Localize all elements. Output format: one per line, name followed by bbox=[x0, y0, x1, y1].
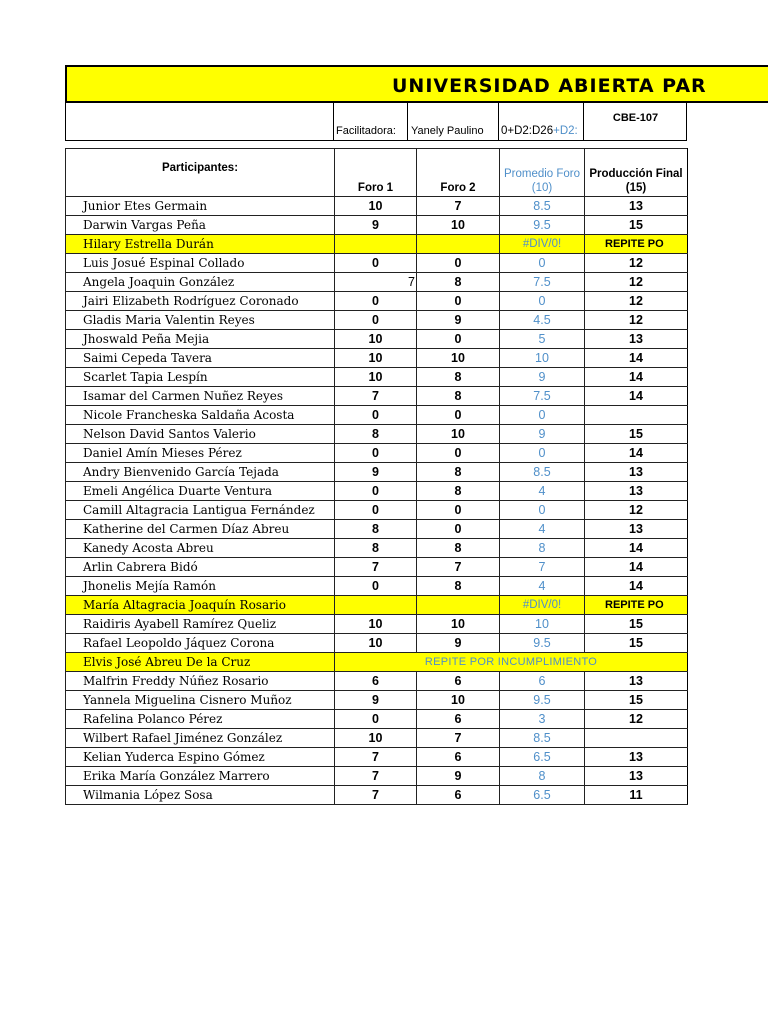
participant-name-cell[interactable]: Erika María González Marrero bbox=[66, 767, 335, 786]
grades-table bbox=[65, 148, 688, 805]
participant-name-cell[interactable]: Junior Etes Germain bbox=[66, 197, 335, 216]
foro2-cell[interactable]: 10 bbox=[417, 349, 500, 368]
promedio-cell[interactable]: 9.5 bbox=[500, 634, 585, 653]
produccion-cell[interactable]: 12 bbox=[585, 710, 688, 729]
table-row bbox=[66, 330, 688, 349]
foro2-cell[interactable]: 0 bbox=[417, 501, 500, 520]
foro2-cell[interactable]: 0 bbox=[417, 444, 500, 463]
promedio-cell[interactable]: 8 bbox=[500, 539, 585, 558]
promedio-cell[interactable]: 10 bbox=[500, 349, 585, 368]
formula-ref-text: +D2: bbox=[553, 125, 578, 137]
foro1-cell[interactable]: 8 bbox=[335, 539, 417, 558]
participant-name-cell[interactable]: Arlin Cabrera Bidó bbox=[66, 558, 335, 577]
promedio-cell[interactable]: 8.5 bbox=[500, 463, 585, 482]
promedio-cell[interactable]: 8 bbox=[500, 767, 585, 786]
table-row bbox=[66, 463, 688, 482]
participant-name-cell[interactable]: Emeli Angélica Duarte Ventura bbox=[66, 482, 335, 501]
produccion-cell[interactable]: 14 bbox=[585, 387, 688, 406]
produccion-cell[interactable]: 14 bbox=[585, 577, 688, 596]
info-blank-cell[interactable] bbox=[65, 103, 334, 141]
foro2-cell[interactable]: 8 bbox=[417, 539, 500, 558]
table-row bbox=[66, 710, 688, 729]
produccion-cell[interactable]: 13 bbox=[585, 463, 688, 482]
foro2-cell[interactable]: 10 bbox=[417, 425, 500, 444]
foro1-cell[interactable]: 0 bbox=[335, 406, 417, 425]
produccion-cell[interactable]: 15 bbox=[585, 425, 688, 444]
table-row bbox=[66, 197, 688, 216]
promedio-cell[interactable]: 5 bbox=[500, 330, 585, 349]
foro2-cell[interactable]: 10 bbox=[417, 691, 500, 710]
produccion-cell[interactable] bbox=[585, 406, 688, 425]
foro1-cell[interactable]: 7 bbox=[335, 767, 417, 786]
participant-name-cell[interactable]: Elvis José Abreu De la Cruz bbox=[66, 653, 335, 672]
foro2-cell[interactable] bbox=[417, 235, 500, 254]
produccion-cell[interactable]: 14 bbox=[585, 539, 688, 558]
participant-name-cell[interactable]: Kelian Yuderca Espino Gómez bbox=[66, 748, 335, 767]
table-row bbox=[66, 691, 688, 710]
produccion-cell[interactable]: 14 bbox=[585, 349, 688, 368]
table-row bbox=[66, 634, 688, 653]
header-produccion[interactable]: Producción Final (15) bbox=[585, 149, 688, 197]
foro2-cell[interactable]: 0 bbox=[417, 406, 500, 425]
foro1-cell[interactable]: 7 bbox=[335, 387, 417, 406]
table-row bbox=[66, 672, 688, 691]
foro1-cell[interactable]: 8 bbox=[335, 425, 417, 444]
table-row bbox=[66, 748, 688, 767]
foro1-cell[interactable]: 8 bbox=[335, 520, 417, 539]
title-banner bbox=[65, 65, 768, 103]
promedio-cell[interactable]: 0 bbox=[500, 254, 585, 273]
formula-cell[interactable] bbox=[499, 103, 584, 141]
participant-name-cell[interactable]: Jairi Elizabeth Rodríguez Coronado bbox=[66, 292, 335, 311]
promedio-cell[interactable]: #DIV/0! bbox=[500, 235, 585, 254]
table-row bbox=[66, 767, 688, 786]
table-row bbox=[66, 482, 688, 501]
produccion-cell[interactable]: 13 bbox=[585, 330, 688, 349]
promedio-cell[interactable]: 7.5 bbox=[500, 387, 585, 406]
foro2-cell[interactable]: 0 bbox=[417, 292, 500, 311]
participant-name-cell[interactable]: Raidiris Ayabell Ramírez Queliz bbox=[66, 615, 335, 634]
promedio-cell[interactable]: 7 bbox=[500, 558, 585, 577]
foro1-cell[interactable]: 0 bbox=[335, 311, 417, 330]
promedio-cell[interactable]: 10 bbox=[500, 615, 585, 634]
table-row bbox=[66, 444, 688, 463]
promedio-cell[interactable]: 4 bbox=[500, 482, 585, 501]
foro1-cell[interactable]: 10 bbox=[335, 634, 417, 653]
header-foro1[interactable]: Foro 1 bbox=[335, 149, 417, 197]
foro1-cell[interactable]: 0 bbox=[335, 577, 417, 596]
foro2-cell[interactable]: 6 bbox=[417, 748, 500, 767]
facilitadora-label: Facilitadora: bbox=[336, 125, 396, 137]
participant-name-cell[interactable]: Rafael Leopoldo Jáquez Corona bbox=[66, 634, 335, 653]
foro2-cell[interactable]: 8 bbox=[417, 577, 500, 596]
foro1-cell[interactable]: 7 bbox=[335, 748, 417, 767]
table-row bbox=[66, 292, 688, 311]
produccion-cell[interactable]: 13 bbox=[585, 748, 688, 767]
header-row bbox=[66, 149, 688, 197]
table-row bbox=[66, 786, 688, 805]
promedio-cell[interactable]: #DIV/0! bbox=[500, 596, 585, 615]
foro1-cell[interactable]: 9 bbox=[335, 463, 417, 482]
formula-text: 0+D2:D26 bbox=[501, 125, 554, 137]
table-row bbox=[66, 387, 688, 406]
produccion-cell[interactable]: 12 bbox=[585, 311, 688, 330]
foro1-cell[interactable]: 6 bbox=[335, 672, 417, 691]
header-foro2[interactable]: Foro 2 bbox=[417, 149, 500, 197]
promedio-cell[interactable]: 6 bbox=[500, 672, 585, 691]
participant-name-cell[interactable]: Luis Josué Espinal Collado bbox=[66, 254, 335, 273]
foro2-cell[interactable]: 9 bbox=[417, 311, 500, 330]
produccion-cell[interactable] bbox=[585, 729, 688, 748]
course-code: CBE-107 bbox=[612, 112, 659, 124]
participant-name-cell[interactable]: Darwin Vargas Peña bbox=[66, 216, 335, 235]
foro2-cell[interactable]: 9 bbox=[417, 634, 500, 653]
table-row bbox=[66, 368, 688, 387]
foro2-cell[interactable]: 8 bbox=[417, 273, 500, 292]
promedio-cell[interactable]: 9 bbox=[500, 368, 585, 387]
promedio-cell[interactable]: 3 bbox=[500, 710, 585, 729]
foro1-cell[interactable]: 10 bbox=[335, 330, 417, 349]
grades-table-viewport bbox=[65, 148, 768, 808]
foro2-cell[interactable] bbox=[417, 596, 500, 615]
table-row bbox=[66, 596, 688, 615]
foro2-cell[interactable]: 7 bbox=[417, 558, 500, 577]
foro1-cell[interactable]: 9 bbox=[335, 216, 417, 235]
participant-name-cell[interactable]: Nelson David Santos Valerio bbox=[66, 425, 335, 444]
promedio-cell[interactable]: 9.5 bbox=[500, 216, 585, 235]
foro1-cell[interactable]: 0 bbox=[335, 710, 417, 729]
promedio-cell[interactable]: 4 bbox=[500, 520, 585, 539]
promedio-cell[interactable]: 4.5 bbox=[500, 311, 585, 330]
table-row bbox=[66, 311, 688, 330]
foro1-cell[interactable] bbox=[335, 235, 417, 254]
facilitadora-name-cell[interactable] bbox=[408, 103, 499, 141]
table-row bbox=[66, 653, 688, 672]
foro2-cell[interactable]: 10 bbox=[417, 615, 500, 634]
foro2-cell[interactable]: 10 bbox=[417, 216, 500, 235]
produccion-cell[interactable]: 13 bbox=[585, 672, 688, 691]
foro1-cell[interactable]: 0 bbox=[335, 444, 417, 463]
table-row bbox=[66, 501, 688, 520]
participant-name-cell[interactable]: Camill Altagracia Lantigua Fernández bbox=[66, 501, 335, 520]
participant-name-cell[interactable]: Wilbert Rafael Jiménez González bbox=[66, 729, 335, 748]
table-row bbox=[66, 615, 688, 634]
foro1-cell[interactable] bbox=[335, 596, 417, 615]
produccion-cell[interactable]: 11 bbox=[585, 786, 688, 805]
participant-name-cell[interactable]: Jhonelis Mejía Ramón bbox=[66, 577, 335, 596]
participant-name-cell[interactable]: Kanedy Acosta Abreu bbox=[66, 539, 335, 558]
produccion-cell[interactable]: 15 bbox=[585, 634, 688, 653]
facilitadora-name: Yanely Paulino bbox=[411, 125, 484, 137]
foro2-cell[interactable]: 7 bbox=[417, 197, 500, 216]
participant-name-cell[interactable]: Nicole Francheska Saldaña Acosta bbox=[66, 406, 335, 425]
table-row bbox=[66, 558, 688, 577]
promedio-cell[interactable]: 8.5 bbox=[500, 729, 585, 748]
foro1-cell[interactable]: 7 bbox=[335, 273, 417, 292]
table-row bbox=[66, 216, 688, 235]
produccion-cell[interactable]: 12 bbox=[585, 501, 688, 520]
participant-name-cell[interactable]: Yannela Miguelina Cisnero Muñoz bbox=[66, 691, 335, 710]
participant-name-cell[interactable]: Scarlet Tapia Lespín bbox=[66, 368, 335, 387]
table-row bbox=[66, 539, 688, 558]
promedio-cell[interactable]: 0 bbox=[500, 292, 585, 311]
foro2-cell[interactable]: 8 bbox=[417, 387, 500, 406]
participant-name-cell[interactable]: Daniel Amín Mieses Pérez bbox=[66, 444, 335, 463]
produccion-cell[interactable]: 13 bbox=[585, 197, 688, 216]
participant-name-cell[interactable]: Andry Bienvenido García Tejada bbox=[66, 463, 335, 482]
promedio-cell[interactable]: 4 bbox=[500, 577, 585, 596]
foro1-cell[interactable]: 0 bbox=[335, 292, 417, 311]
promedio-cell[interactable]: 9 bbox=[500, 425, 585, 444]
table-row bbox=[66, 235, 688, 254]
course-cell[interactable] bbox=[584, 103, 687, 141]
table-row bbox=[66, 520, 688, 539]
participant-name-cell[interactable]: Jhoswald Peña Mejia bbox=[66, 330, 335, 349]
produccion-cell[interactable]: 14 bbox=[585, 444, 688, 463]
foro1-cell[interactable]: 0 bbox=[335, 254, 417, 273]
foro1-cell[interactable]: 7 bbox=[335, 786, 417, 805]
promedio-cell[interactable]: 6.5 bbox=[500, 748, 585, 767]
promedio-cell[interactable]: 9.5 bbox=[500, 691, 585, 710]
table-row bbox=[66, 577, 688, 596]
participant-name-cell[interactable]: Rafelina Polanco Pérez bbox=[66, 710, 335, 729]
foro2-cell[interactable]: 8 bbox=[417, 368, 500, 387]
promedio-cell[interactable]: 0 bbox=[500, 501, 585, 520]
promedio-cell[interactable]: 7.5 bbox=[500, 273, 585, 292]
participant-name-cell[interactable]: María Altagracia Joaquín Rosario bbox=[66, 596, 335, 615]
foro1-cell[interactable]: 0 bbox=[335, 482, 417, 501]
participant-name-cell[interactable]: Wilmania López Sosa bbox=[66, 786, 335, 805]
foro2-cell[interactable]: 9 bbox=[417, 767, 500, 786]
produccion-cell[interactable]: 15 bbox=[585, 216, 688, 235]
facilitadora-label-cell[interactable] bbox=[334, 103, 408, 141]
produccion-cell[interactable]: 14 bbox=[585, 368, 688, 387]
foro2-cell[interactable]: 7 bbox=[417, 729, 500, 748]
promedio-cell[interactable]: 8.5 bbox=[500, 197, 585, 216]
header-promedio[interactable]: Promedio Foro (10) bbox=[500, 149, 585, 197]
foro1-cell[interactable]: 0 bbox=[335, 501, 417, 520]
foro2-cell[interactable]: 0 bbox=[417, 330, 500, 349]
promedio-cell[interactable]: 6.5 bbox=[500, 786, 585, 805]
foro2-cell[interactable]: 6 bbox=[417, 710, 500, 729]
participant-name-cell[interactable]: Katherine del Carmen Díaz Abreu bbox=[66, 520, 335, 539]
participant-name-cell[interactable]: Angela Joaquin González bbox=[66, 273, 335, 292]
foro2-cell[interactable]: 0 bbox=[417, 254, 500, 273]
table-row bbox=[66, 254, 688, 273]
table-row bbox=[66, 729, 688, 748]
foro2-cell[interactable]: 6 bbox=[417, 786, 500, 805]
foro1-cell[interactable]: 10 bbox=[335, 349, 417, 368]
produccion-cell[interactable]: REPITE PO bbox=[585, 235, 688, 254]
foro1-cell[interactable]: 10 bbox=[335, 729, 417, 748]
participant-name-cell[interactable]: Gladis Maria Valentin Reyes bbox=[66, 311, 335, 330]
table-row bbox=[66, 273, 688, 292]
foro1-cell[interactable]: 9 bbox=[335, 691, 417, 710]
produccion-cell[interactable]: REPITE PO bbox=[585, 596, 688, 615]
produccion-cell[interactable]: 14 bbox=[585, 558, 688, 577]
foro1-cell[interactable]: 10 bbox=[335, 197, 417, 216]
participant-name-cell[interactable]: Hilary Estrella Durán bbox=[66, 235, 335, 254]
table-row bbox=[66, 349, 688, 368]
foro1-cell[interactable]: 10 bbox=[335, 615, 417, 634]
foro1-cell[interactable]: 10 bbox=[335, 368, 417, 387]
foro2-cell[interactable]: 8 bbox=[417, 463, 500, 482]
produccion-cell[interactable]: 13 bbox=[585, 520, 688, 539]
produccion-cell[interactable]: 15 bbox=[585, 691, 688, 710]
info-row bbox=[65, 103, 768, 142]
status-cell[interactable]: REPITE POR INCUMPLIMIENTO bbox=[335, 653, 688, 672]
foro2-cell[interactable]: 8 bbox=[417, 482, 500, 501]
produccion-cell[interactable]: 13 bbox=[585, 767, 688, 786]
participant-name-cell[interactable]: Saimi Cepeda Tavera bbox=[66, 349, 335, 368]
produccion-cell[interactable]: 13 bbox=[585, 482, 688, 501]
header-participantes[interactable]: Participantes: bbox=[66, 149, 335, 197]
promedio-cell[interactable]: 0 bbox=[500, 406, 585, 425]
table-row bbox=[66, 406, 688, 425]
foro1-cell[interactable]: 7 bbox=[335, 558, 417, 577]
participant-name-cell[interactable]: Isamar del Carmen Nuñez Reyes bbox=[66, 387, 335, 406]
produccion-cell[interactable]: 15 bbox=[585, 615, 688, 634]
foro2-cell[interactable]: 0 bbox=[417, 520, 500, 539]
university-title: UNIVERSIDAD ABIERTA PAR bbox=[392, 75, 707, 97]
foro2-cell[interactable]: 6 bbox=[417, 672, 500, 691]
produccion-cell[interactable]: 12 bbox=[585, 292, 688, 311]
produccion-cell[interactable]: 12 bbox=[585, 273, 688, 292]
promedio-cell[interactable]: 0 bbox=[500, 444, 585, 463]
participant-name-cell[interactable]: Malfrin Freddy Núñez Rosario bbox=[66, 672, 335, 691]
produccion-cell[interactable]: 12 bbox=[585, 254, 688, 273]
table-row bbox=[66, 425, 688, 444]
